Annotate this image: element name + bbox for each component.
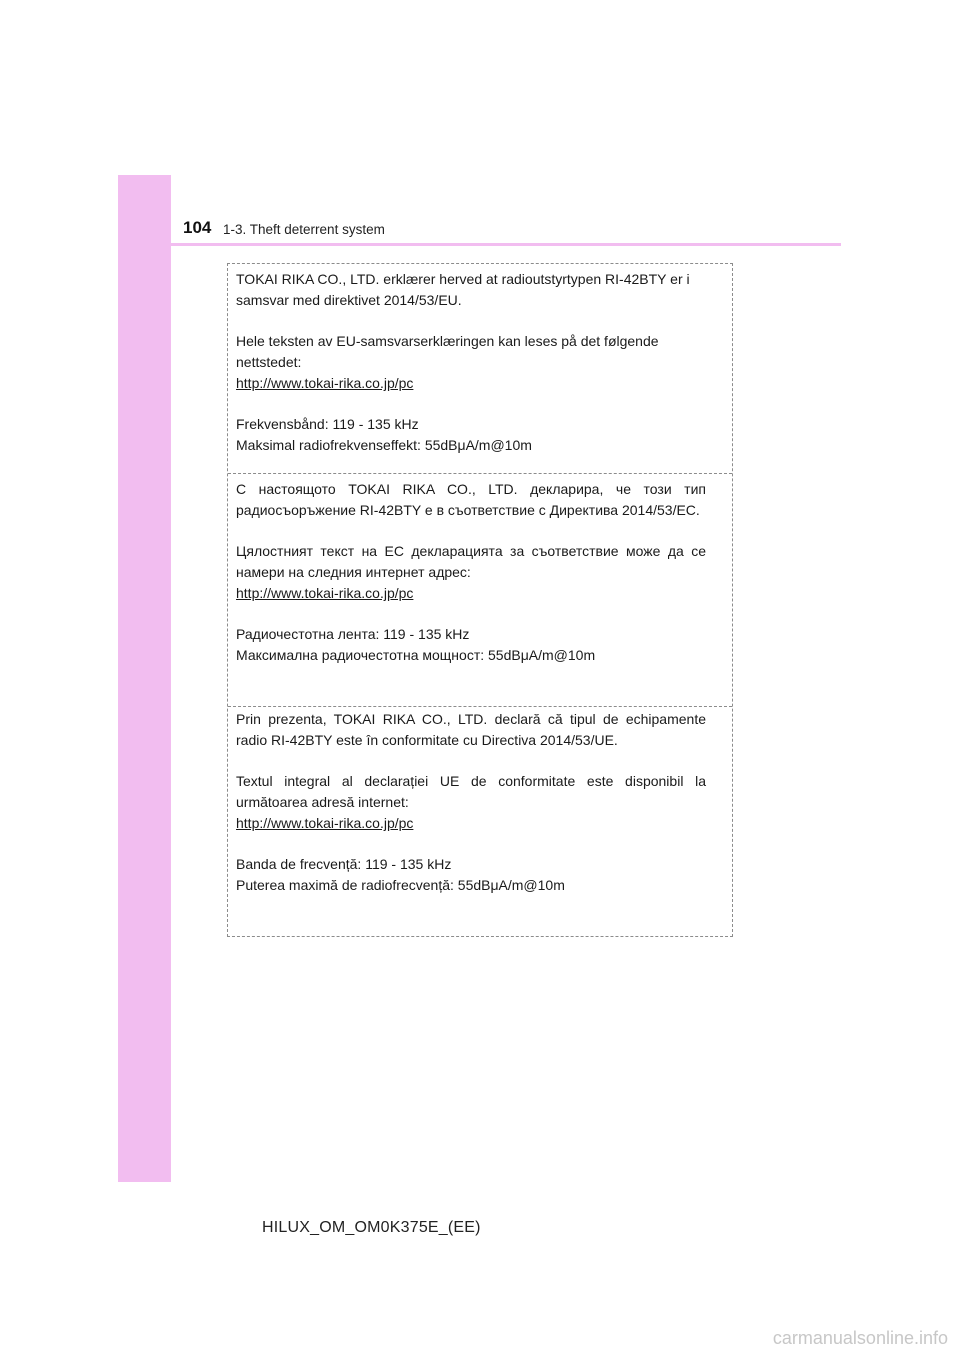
declaration-section-bulgarian <box>228 473 732 706</box>
header-rule <box>171 243 841 246</box>
document-code: HILUX_OM_OM0K375E_(EE) <box>262 1219 481 1236</box>
declaration-box <box>227 263 733 937</box>
frequency-band: Frekvensbånd: 119 - 135 kHz <box>236 416 419 432</box>
declaration-url-link[interactable]: http://www.tokai-rika.co.jp/pc <box>236 585 414 601</box>
fulltext-note: Hele teksten av EU-samsvarserklæringen kan leses på det følgende nettstedet: <box>236 333 659 370</box>
section-title: 1-3. Theft deterrent system <box>223 222 385 237</box>
declaration-text: С настоящото TOKAI RIKA CO., LTD. декларира, че този тип радиосъоръжение RI-42BTY е в съответствие с Директива 2014/53/ЕС. <box>236 481 706 518</box>
frequency-band: Радиочестотна лента: 119 - 135 kHz <box>236 626 470 642</box>
frequency-band: Banda de frecvență: 119 - 135 kHz <box>236 856 452 872</box>
max-power: Puterea maximă de radiofrecvență: 55dBμA/m@10m <box>236 877 565 893</box>
fulltext-note: Textul integral al declarației UE de conformitate este disponibil la următoarea adresă internet: <box>236 773 706 810</box>
paragraph-gap <box>236 604 706 624</box>
chapter-side-tab <box>118 175 171 1182</box>
declaration-url-link[interactable]: http://www.tokai-rika.co.jp/pc <box>236 375 414 391</box>
fulltext-note: Цялостният текст на ЕС декларацията за съответствие може да се намери на следния интернет адрес: <box>236 543 706 580</box>
paragraph-gap <box>236 521 706 541</box>
declaration-section-romanian <box>228 706 732 938</box>
page-number: 104 <box>183 218 212 237</box>
site-watermark: carmanualsonline.info <box>772 1328 948 1348</box>
page-header <box>171 210 841 246</box>
declaration-section-norwegian <box>228 264 732 473</box>
paragraph-gap <box>236 394 706 414</box>
declaration-text: Prin prezenta, TOKAI RIKA CO., LTD. declară că tipul de echipamente radio RI-42BTY este în conformitate cu Directiva 2014/53/UE. <box>236 711 706 748</box>
declaration-url-link[interactable]: http://www.tokai-rika.co.jp/pc <box>236 815 414 831</box>
paragraph-gap <box>236 834 706 854</box>
max-power: Максимална радиочестотна мощност: 55dBμA/m@10m <box>236 647 596 663</box>
paragraph-gap <box>236 311 706 331</box>
paragraph-gap <box>236 751 706 771</box>
declaration-text: TOKAI RIKA CO., LTD. erklærer herved at radioutstyrtypen RI-42BTY er i samsvar med direktivet 2014/53/EU. <box>236 271 690 308</box>
max-power: Maksimal radiofrekvenseffekt: 55dBμA/m@10m <box>236 437 532 453</box>
